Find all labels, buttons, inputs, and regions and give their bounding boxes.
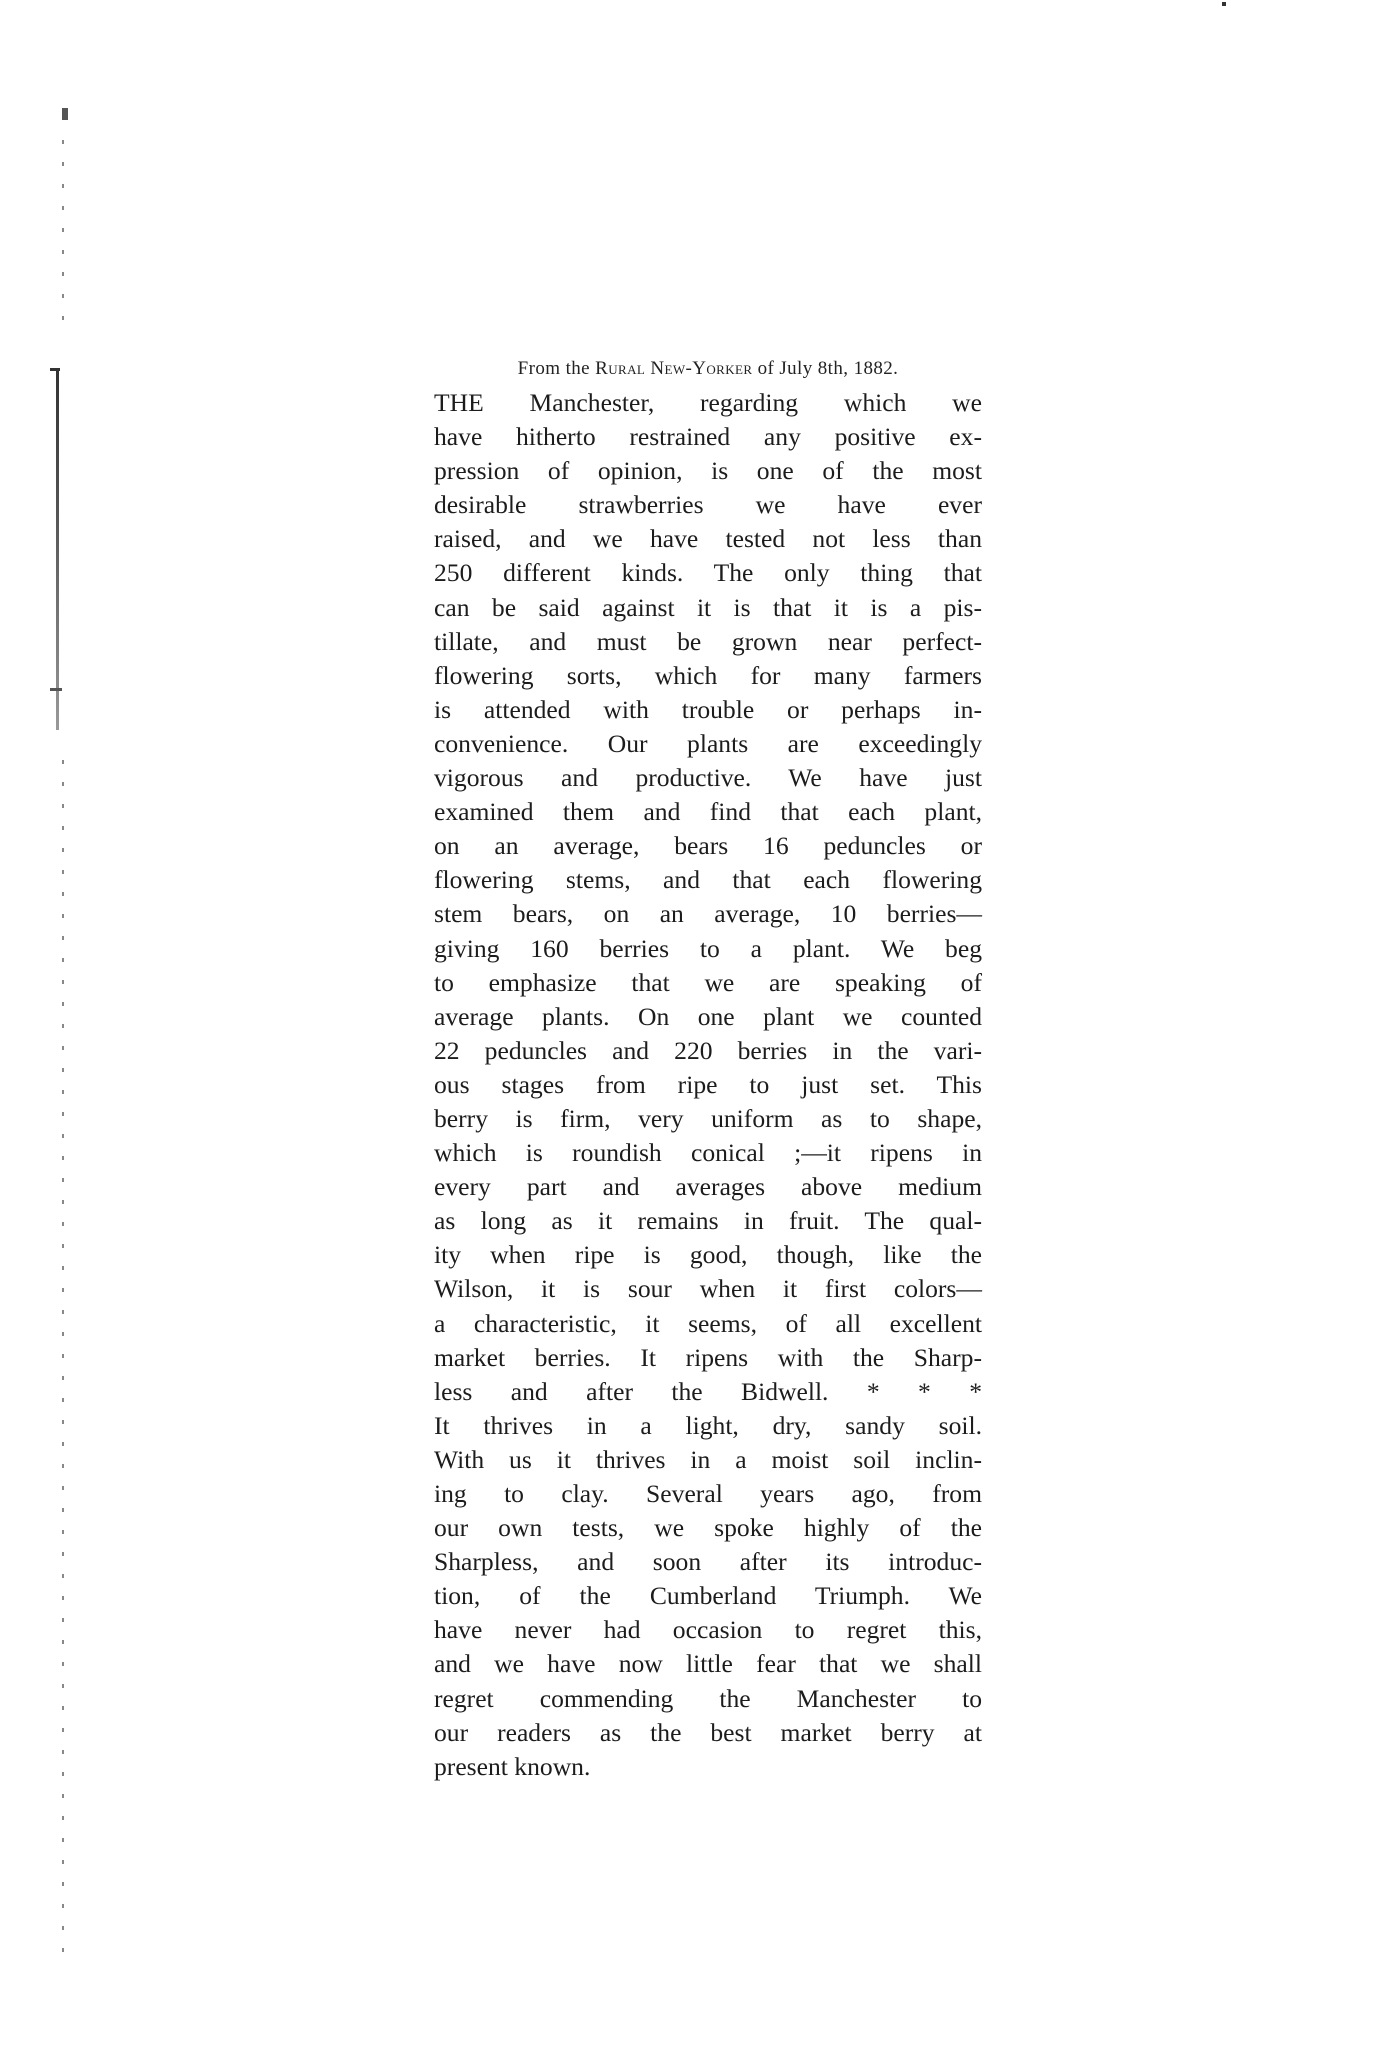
text-line: ity when ripe is good, though, like the bbox=[434, 1240, 982, 1270]
margin-binding-rule bbox=[56, 370, 59, 730]
text-line: giving 160 berries to a plant. We beg bbox=[434, 933, 982, 963]
text-line: on an average, bears 16 peduncles or bbox=[434, 831, 982, 861]
source-publication: Rural New-Yorker bbox=[595, 358, 753, 379]
text-line: stem bears, on an average, 10 berries— bbox=[434, 899, 982, 929]
text-line: can be said against it is that it is a pis- bbox=[434, 592, 982, 622]
text-line: examined them and find that each plant, bbox=[434, 797, 982, 827]
top-right-speck bbox=[1222, 2, 1226, 6]
text-line: to emphasize that we are speaking of bbox=[434, 967, 982, 997]
margin-speckles-upper bbox=[62, 140, 64, 320]
text-line: less and after the Bidwell. * * * bbox=[434, 1376, 982, 1406]
text-line: a characteristic, it seems, of all excellent bbox=[434, 1308, 982, 1338]
text-line: 22 peduncles and 220 berries in the vari- bbox=[434, 1035, 982, 1065]
text-line: present known. bbox=[434, 1751, 591, 1781]
source-suffix: of July 8th, 1882. bbox=[752, 358, 899, 379]
text-line: have never had occasion to regret this, bbox=[434, 1615, 982, 1645]
text-line: market berries. It ripens with the Sharp- bbox=[434, 1342, 982, 1372]
text-line: With us it thrives in a moist soil inclin- bbox=[434, 1444, 982, 1474]
margin-bracket-top bbox=[50, 368, 60, 371]
text-line: flowering sorts, which for many farmers bbox=[434, 660, 982, 690]
text-line: raised, and we have tested not less than bbox=[434, 524, 982, 554]
text-line: flowering stems, and that each flowering bbox=[434, 865, 982, 895]
text-line: regret commending the Manchester to bbox=[434, 1683, 982, 1713]
newspaper-clipping bbox=[434, 358, 982, 1784]
text-line: Wilson, it is sour when it first colors— bbox=[434, 1274, 982, 1304]
text-line: which is roundish conical ;—it ripens in bbox=[434, 1138, 982, 1168]
text-line: berry is firm, very uniform as to shape, bbox=[434, 1103, 982, 1133]
margin-bracket-mid bbox=[50, 688, 62, 691]
text-line: tion, of the Cumberland Triumph. We bbox=[434, 1581, 982, 1611]
text-line: ous stages from ripe to just set. This bbox=[434, 1069, 982, 1099]
text-line: is attended with trouble or perhaps in- bbox=[434, 694, 982, 724]
text-line: tillate, and must be grown near perfect- bbox=[434, 626, 982, 656]
text-line: vigorous and productive. We have just bbox=[434, 763, 982, 793]
text-line: pression of opinion, is one of the most bbox=[434, 456, 982, 486]
text-line: convenience. Our plants are exceedingly bbox=[434, 728, 982, 758]
source-prefix: From the bbox=[517, 358, 596, 379]
margin-tick-mark bbox=[62, 108, 68, 120]
source-line bbox=[434, 358, 982, 380]
text-line: THE Manchester, regarding which we bbox=[434, 388, 982, 417]
text-line: our own tests, we spoke highly of the bbox=[434, 1513, 982, 1543]
text-line: desirable strawberries we have ever bbox=[434, 490, 982, 520]
text-line: Sharpless, and soon after its introduc- bbox=[434, 1547, 982, 1577]
text-line: our readers as the best market berry at bbox=[434, 1717, 982, 1747]
text-line: It thrives in a light, dry, sandy soil. bbox=[434, 1410, 982, 1440]
text-line: as long as it remains in fruit. The qual- bbox=[434, 1206, 982, 1236]
article-body bbox=[434, 386, 982, 1784]
text-line: have hitherto restrained any positive ex- bbox=[434, 422, 982, 452]
text-line: and we have now little fear that we shall bbox=[434, 1649, 982, 1679]
text-line: every part and averages above medium bbox=[434, 1172, 982, 1202]
text-line: average plants. On one plant we counted bbox=[434, 1001, 982, 1031]
text-line: ing to clay. Several years ago, from bbox=[434, 1479, 982, 1508]
text-line: 250 different kinds. The only thing that bbox=[434, 558, 982, 588]
margin-speckles-lower bbox=[62, 760, 64, 1960]
